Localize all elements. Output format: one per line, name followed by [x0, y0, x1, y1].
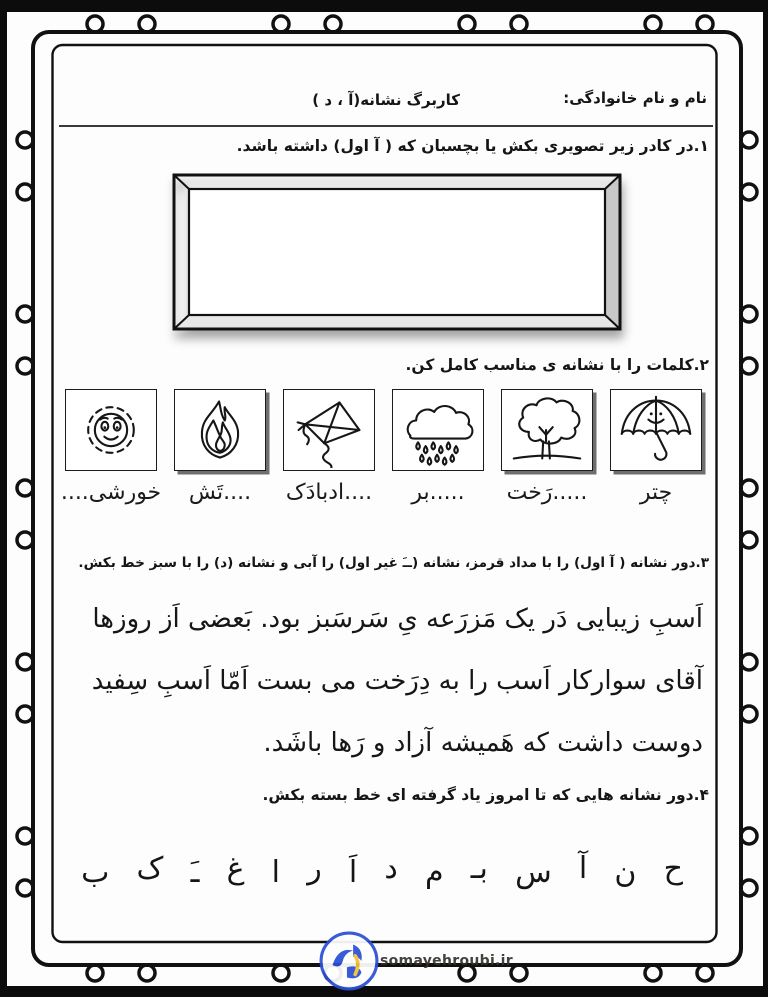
letter-item: ن: [614, 855, 637, 890]
word-cloud: .....بر: [411, 480, 465, 505]
column-tree: [499, 389, 595, 505]
rain-cloud-image: [392, 389, 484, 471]
worksheet-title: کاربرگ نشانه(آ ، د ): [312, 91, 460, 109]
picture-frame-graphic: [172, 173, 622, 331]
letter-item: غ: [226, 851, 245, 886]
picture-word-row: [60, 389, 704, 505]
question-1: ۱.در کادر زیر تصویری بکش یا بچسبان که ( آ اول) داشته باشد.: [236, 137, 709, 155]
photo-edge-top: [0, 0, 768, 12]
letter-item: ب: [81, 855, 110, 890]
question-4: ۴.دور نشانه هایی که تا امروز یاد گرفته ای خط بسته بکش.: [262, 786, 709, 804]
letters-row: [81, 828, 683, 890]
column-sun: [60, 389, 162, 505]
question-3: ۳.دور نشانه ( آ اول) را با مداد قرمز، نشانه (ــَ غیر اول) را آبی و نشانه (د) را با سبز خط بکش.: [78, 555, 709, 571]
letter-item: م: [424, 855, 444, 890]
drawing-box: [172, 173, 622, 331]
watermark: [318, 930, 513, 992]
story-line: اَسبِ زیبایی دَر یک مَزرَعه یِ سَرسَبز بود. بَعضی اَز روزها: [92, 604, 703, 634]
umbrella-image: [610, 389, 702, 471]
watermark-text: somayehroubi.ir: [380, 953, 513, 969]
tree-image: [501, 389, 593, 471]
name-field-label: نام و نام خانوادگی:: [563, 89, 707, 107]
column-fire: [172, 389, 268, 505]
word-umbrella: چتر: [639, 480, 673, 505]
photo-edge-left: [0, 0, 7, 997]
fire-image: [174, 389, 266, 471]
kite-image: [283, 389, 375, 471]
sun-image: [65, 389, 157, 471]
worksheet-content: [57, 45, 713, 942]
letter-item: ح: [663, 851, 683, 886]
letter-item: بـ: [470, 851, 488, 886]
letter-item: ک: [136, 851, 164, 886]
letter-item: ا: [271, 855, 281, 890]
word-sun: خورشی....: [60, 480, 162, 505]
column-rain-cloud: [390, 389, 486, 505]
header-divider: [59, 125, 713, 127]
photo-edge-right: [763, 0, 768, 997]
question-2: ۲.کلمات را با نشانه ی مناسب کامل کن.: [405, 356, 709, 374]
word-tree: .....رَخت: [506, 480, 588, 505]
letter-item: ـَ: [190, 855, 200, 890]
letter-item: اَ: [348, 855, 358, 890]
word-kite: ....ادبادَک: [285, 480, 373, 505]
column-kite: [281, 389, 377, 505]
letter-item: ر: [307, 851, 322, 886]
word-fire: ....تَش: [188, 480, 252, 505]
watermark-logo-icon: [318, 930, 380, 992]
column-umbrella: [608, 389, 704, 505]
story-text: [63, 588, 703, 774]
letter-item: آ: [578, 851, 588, 886]
letter-item: س: [515, 855, 552, 890]
story-line: دوست داشت که هَمیشه آزاد و رَها باشَد.: [263, 728, 703, 758]
story-line: آقای سوارکار اَسب را به دِرَخت می بست اَمّا اَسبِ سِفید: [91, 666, 703, 696]
letter-item: د: [384, 851, 398, 886]
